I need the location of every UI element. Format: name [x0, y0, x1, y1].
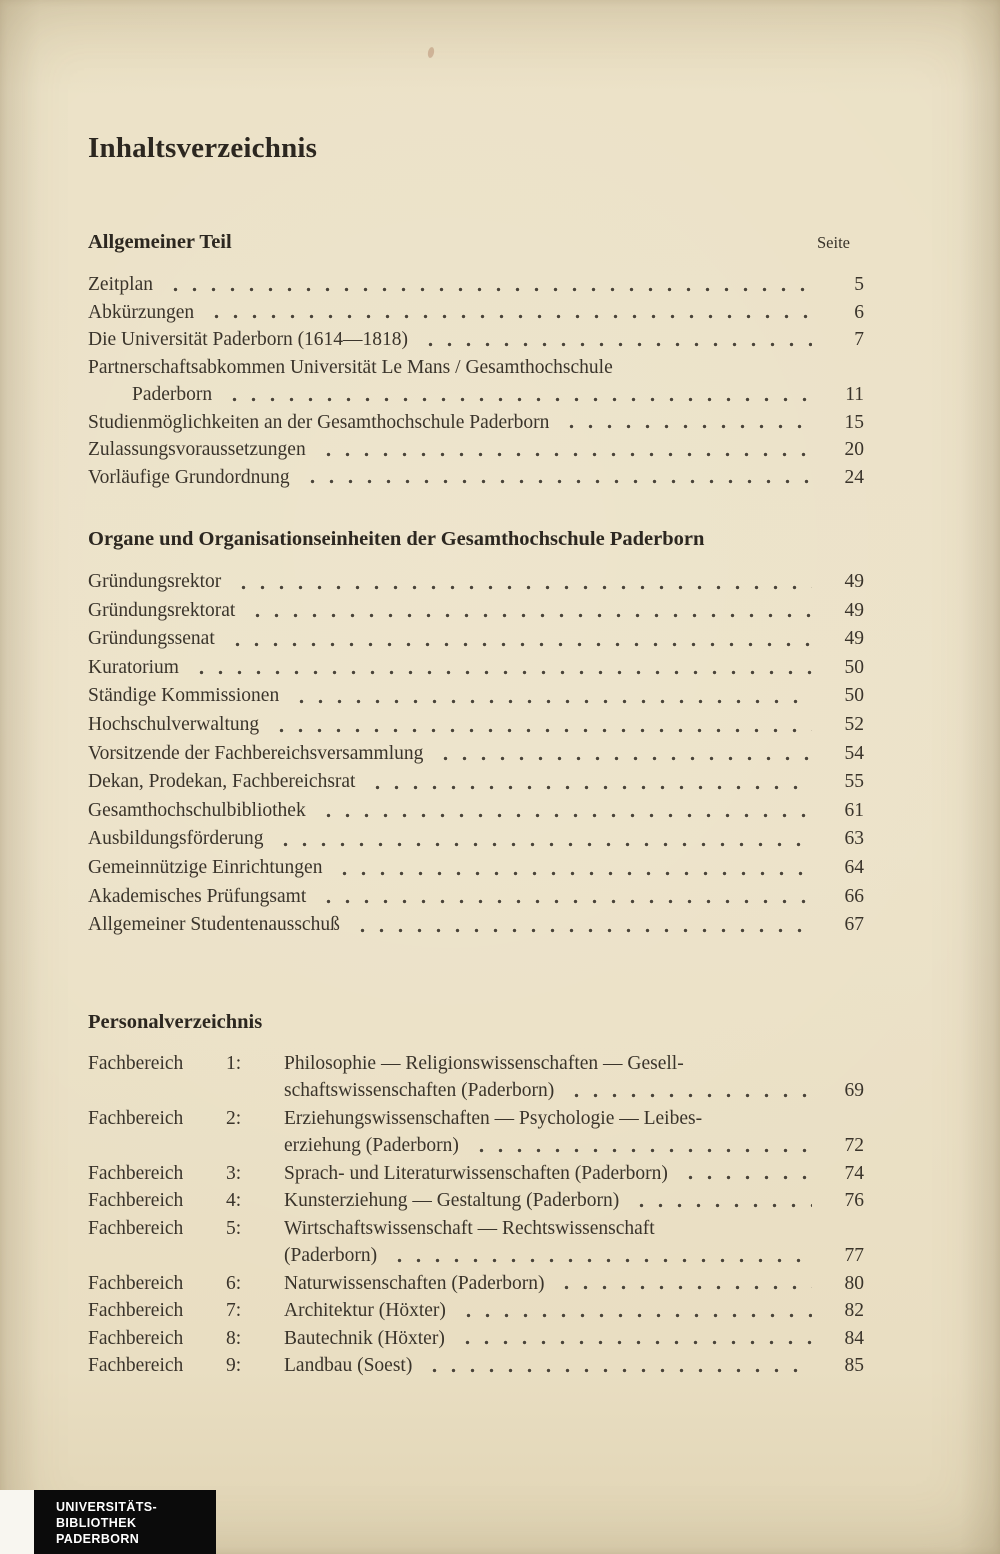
- page-number: 63: [844, 828, 864, 850]
- toc-entry-label: Gemeinnützige Einrichtungen: [88, 856, 323, 878]
- dot-leader: [319, 797, 812, 826]
- toc-entry-line: [88, 625, 864, 654]
- page-number: 64: [844, 856, 864, 878]
- toc-entry-label: Bautechnik (Höxter): [284, 1327, 445, 1349]
- toc-entry-label: Kuratorium: [88, 656, 179, 678]
- dot-leader: [207, 299, 812, 327]
- toc-entry-line: [88, 654, 864, 683]
- fachbereich-description: [284, 1160, 864, 1188]
- section-allgemeiner-teil: [88, 230, 864, 491]
- fachbereich-description: [284, 1325, 864, 1353]
- toc-entry-line: [88, 797, 864, 826]
- fachbereich-number: 2:: [226, 1107, 242, 1129]
- watermark-white-bar: [0, 1490, 34, 1554]
- toc-entry-label: Zeitplan: [88, 274, 153, 295]
- toc-entry-line: [284, 1325, 864, 1353]
- page-number: 76: [844, 1190, 864, 1212]
- dot-leader: [228, 625, 812, 654]
- fachbereich-label: Fachbereich: [88, 1272, 184, 1294]
- dot-leader: [458, 1325, 812, 1353]
- toc-entry-label: Partnerschaftsabkommen Universität Le Mans / Gesamthochschule: [88, 356, 613, 378]
- page-title: Inhaltsverzeichnis: [88, 132, 318, 164]
- toc-entry-label: Gründungsrektor: [88, 571, 222, 592]
- toc-entry-line: [284, 1132, 864, 1160]
- toc-entry-line: [88, 464, 864, 492]
- toc-entry-line: [284, 1270, 864, 1298]
- toc-entry-line: [88, 409, 864, 437]
- toc-entry-label: erziehung (Paderborn): [284, 1135, 459, 1157]
- fachbereich-label: Fachbereich: [88, 1355, 184, 1377]
- fachbereich-number: 7:: [226, 1300, 242, 1322]
- toc-entry-line: [88, 740, 864, 769]
- toc-entry-label: schaftswissenschaften (Paderborn): [284, 1080, 555, 1102]
- fachbereich-description: [284, 1215, 864, 1270]
- fachbereich-label: Fachbereich: [88, 1300, 184, 1322]
- toc-entry-line: [284, 1297, 864, 1325]
- page-number: 11: [845, 384, 864, 405]
- toc-entry-line: [284, 1215, 864, 1243]
- section-organe: [88, 527, 864, 940]
- toc-entry-line: [88, 682, 864, 711]
- page-number: 15: [844, 411, 864, 433]
- page-number: 84: [844, 1327, 864, 1349]
- dot-leader: [459, 1297, 812, 1325]
- page-number: 50: [844, 685, 864, 707]
- section-heading-allgemeiner-teil: Allgemeiner Teil: [88, 231, 232, 253]
- fachbereich-description: [284, 1187, 864, 1215]
- fachbereich-label: Fachbereich: [88, 1162, 184, 1184]
- toc-entry-line: [88, 436, 864, 464]
- toc-entry-line: [88, 299, 864, 327]
- toc-entry-label: Akademisches Prüfungsamt: [88, 885, 307, 907]
- dot-leader: [303, 464, 812, 492]
- toc-entry-label: Erziehungswissenschaften — Psychologie — Leibes-: [284, 1107, 703, 1129]
- section-heading-organe: Organe und Organisationseinheiten der Gesamthochschule Paderborn: [88, 528, 705, 550]
- watermark-line-1: UNIVERSITÄTS-: [56, 1500, 158, 1514]
- fachbereich-number: 8:: [226, 1327, 242, 1349]
- fachbereich-entry: [88, 1160, 864, 1188]
- fachbereich-number: 1:: [226, 1052, 242, 1074]
- dot-leader: [368, 768, 812, 797]
- toc-entry-line: [284, 1160, 864, 1188]
- toc-entry-label: (Paderborn): [284, 1245, 378, 1267]
- dot-leader: [234, 568, 812, 597]
- toc-entry-label: Architektur (Höxter): [284, 1300, 446, 1322]
- fachbereich-label: Fachbereich: [88, 1190, 184, 1212]
- toc-entry-line: [88, 768, 864, 797]
- toc-entry-line: [88, 271, 864, 299]
- toc-entry-label: Gründungsrektorat: [88, 599, 236, 621]
- fachbereich-entry: [88, 1352, 864, 1380]
- page-number: 24: [844, 466, 864, 488]
- dot-leader: [225, 381, 812, 409]
- section-allgemeiner-teil-header: [88, 230, 864, 255]
- section-heading-personalverzeichnis: Personalverzeichnis: [88, 1010, 263, 1033]
- toc-entry-label: Dekan, Prodekan, Fachbereichsrat: [88, 771, 356, 793]
- dot-leader: [272, 711, 812, 740]
- page-number: 69: [844, 1080, 864, 1102]
- watermark-text-box: [34, 1490, 216, 1554]
- toc-entry-label: Studienmöglichkeiten an der Gesamthochschule Paderborn: [88, 411, 550, 433]
- toc-entry-line: [88, 854, 864, 883]
- seite-column-label: Seite: [817, 233, 850, 252]
- fachbereich-number: 6:: [226, 1272, 242, 1294]
- fachbereich-description: [284, 1050, 864, 1105]
- toc-entry-line: [284, 1352, 864, 1380]
- dot-leader: [192, 654, 812, 683]
- toc-entry-line: [88, 381, 864, 409]
- fachbereich-label: Fachbereich: [88, 1052, 184, 1074]
- toc-entry-label: Abkürzungen: [88, 301, 195, 323]
- page-number: 52: [844, 713, 864, 735]
- fachbereich-description: [284, 1297, 864, 1325]
- page-number: 72: [844, 1135, 864, 1157]
- toc-entry-label: Gründungssenat: [88, 628, 215, 650]
- toc-content: [88, 130, 864, 1380]
- dot-leader: [292, 682, 812, 711]
- toc-entry-label: Vorsitzende der Fachbereichsversammlung: [88, 742, 424, 764]
- dot-leader: [319, 436, 812, 464]
- fachbereich-entry: [88, 1105, 864, 1160]
- fachbereich-description: [284, 1352, 864, 1380]
- page-number: 80: [844, 1272, 864, 1294]
- dot-leader: [632, 1187, 812, 1215]
- fachbereich-entry: [88, 1325, 864, 1353]
- fachbereich-number: 4:: [226, 1190, 242, 1212]
- fachbereich-label: Fachbereich: [88, 1217, 184, 1239]
- dot-leader: [353, 911, 812, 940]
- fachbereich-description: [284, 1105, 864, 1160]
- page-number: 5: [854, 274, 864, 295]
- toc-entry-line: [284, 1242, 864, 1270]
- fachbereich-number: 3:: [226, 1162, 242, 1184]
- toc-entry-line: [88, 326, 864, 354]
- fachbereich-entry: [88, 1050, 864, 1105]
- dot-leader: [562, 409, 812, 437]
- watermark-line-2: BIBLIOTHEK: [56, 1516, 137, 1530]
- toc-entry-label: Paderborn: [132, 384, 213, 405]
- toc-entry-line: [88, 597, 864, 626]
- toc-entry-line: [88, 883, 864, 912]
- dot-leader: [425, 1352, 812, 1380]
- dot-leader: [421, 326, 812, 354]
- page-number: 54: [844, 742, 864, 764]
- page-number: 77: [844, 1245, 864, 1267]
- page-number: 85: [844, 1355, 864, 1377]
- toc-list-allgemeiner-teil: [88, 271, 864, 491]
- dot-leader: [472, 1132, 812, 1160]
- fachbereich-number: 9:: [226, 1355, 242, 1377]
- dot-leader: [390, 1242, 812, 1270]
- dot-leader: [248, 597, 812, 626]
- toc-entry-label: Wirtschaftswissenschaft — Rechtswissenschaft: [284, 1217, 655, 1239]
- section-personalverzeichnis: [88, 1010, 864, 1380]
- page-number: 49: [844, 599, 864, 621]
- watermark-line-3: PADERBORN: [56, 1532, 140, 1546]
- page-number: 49: [844, 628, 864, 650]
- page-number: 7: [854, 329, 864, 350]
- page-number: 6: [854, 301, 864, 323]
- toc-entry-label: Vorläufige Grundordnung: [88, 466, 290, 488]
- toc-entry-label: Gesamthochschulbibliothek: [88, 799, 306, 821]
- toc-list-personalverzeichnis: [88, 1050, 864, 1380]
- fachbereich-entry: [88, 1215, 864, 1270]
- dot-leader: [436, 740, 812, 769]
- fachbereich-entry: [88, 1187, 864, 1215]
- toc-entry-label: Landbau (Soest): [284, 1355, 413, 1377]
- toc-entry-label: Ausbildungsförderung: [88, 828, 264, 850]
- toc-entry-line: [284, 1077, 864, 1105]
- paper-blemish: [427, 46, 435, 58]
- toc-entry-line: [284, 1105, 864, 1133]
- dot-leader: [276, 825, 812, 854]
- fachbereich-entry: [88, 1297, 864, 1325]
- page-number: 61: [844, 799, 864, 821]
- page-number: 66: [844, 885, 864, 907]
- toc-entry-line: [284, 1050, 864, 1078]
- page-number: 55: [844, 771, 864, 793]
- toc-entry-label: Naturwissenschaften (Paderborn): [284, 1272, 545, 1294]
- fachbereich-entry: [88, 1270, 864, 1298]
- page-number: 49: [844, 571, 864, 592]
- fachbereich-label: Fachbereich: [88, 1107, 184, 1129]
- page-number: 50: [844, 656, 864, 678]
- dot-leader: [681, 1160, 812, 1188]
- fachbereich-number: 5:: [226, 1217, 242, 1239]
- dot-leader: [319, 883, 812, 912]
- page-number: 74: [844, 1162, 864, 1184]
- toc-entry-label: Hochschulverwaltung: [88, 713, 260, 735]
- library-watermark: [0, 1490, 216, 1554]
- toc-entry-label: Zulassungsvoraussetzungen: [88, 439, 306, 460]
- toc-entry-label: Allgemeiner Studentenausschuß: [88, 914, 340, 936]
- toc-list-organe: [88, 568, 864, 940]
- page-number: 67: [844, 914, 864, 936]
- toc-entry-label: Philosophie — Religionswissenschaften — Gesell-: [284, 1052, 684, 1074]
- toc-entry-line: [88, 354, 864, 382]
- toc-entry-line: [88, 568, 864, 597]
- toc-entry-line: [88, 911, 864, 940]
- toc-entry-line: [284, 1187, 864, 1215]
- fachbereich-label: Fachbereich: [88, 1327, 184, 1349]
- dot-leader: [166, 271, 812, 299]
- toc-entry-line: [88, 711, 864, 740]
- dot-leader: [567, 1077, 812, 1105]
- toc-entry-label: Kunsterziehung — Gestaltung (Paderborn): [284, 1190, 620, 1212]
- dot-leader: [335, 854, 812, 883]
- dot-leader: [557, 1270, 812, 1298]
- toc-entry-label: Die Universität Paderborn (1614—1818): [88, 329, 409, 350]
- toc-entry-label: Sprach- und Literaturwissenschaften (Paderborn): [284, 1162, 668, 1184]
- page-number: 82: [844, 1300, 864, 1322]
- toc-entry-label: Ständige Kommissionen: [88, 685, 280, 707]
- page-number: 20: [844, 439, 864, 460]
- toc-entry-line: [88, 825, 864, 854]
- fachbereich-description: [284, 1270, 864, 1298]
